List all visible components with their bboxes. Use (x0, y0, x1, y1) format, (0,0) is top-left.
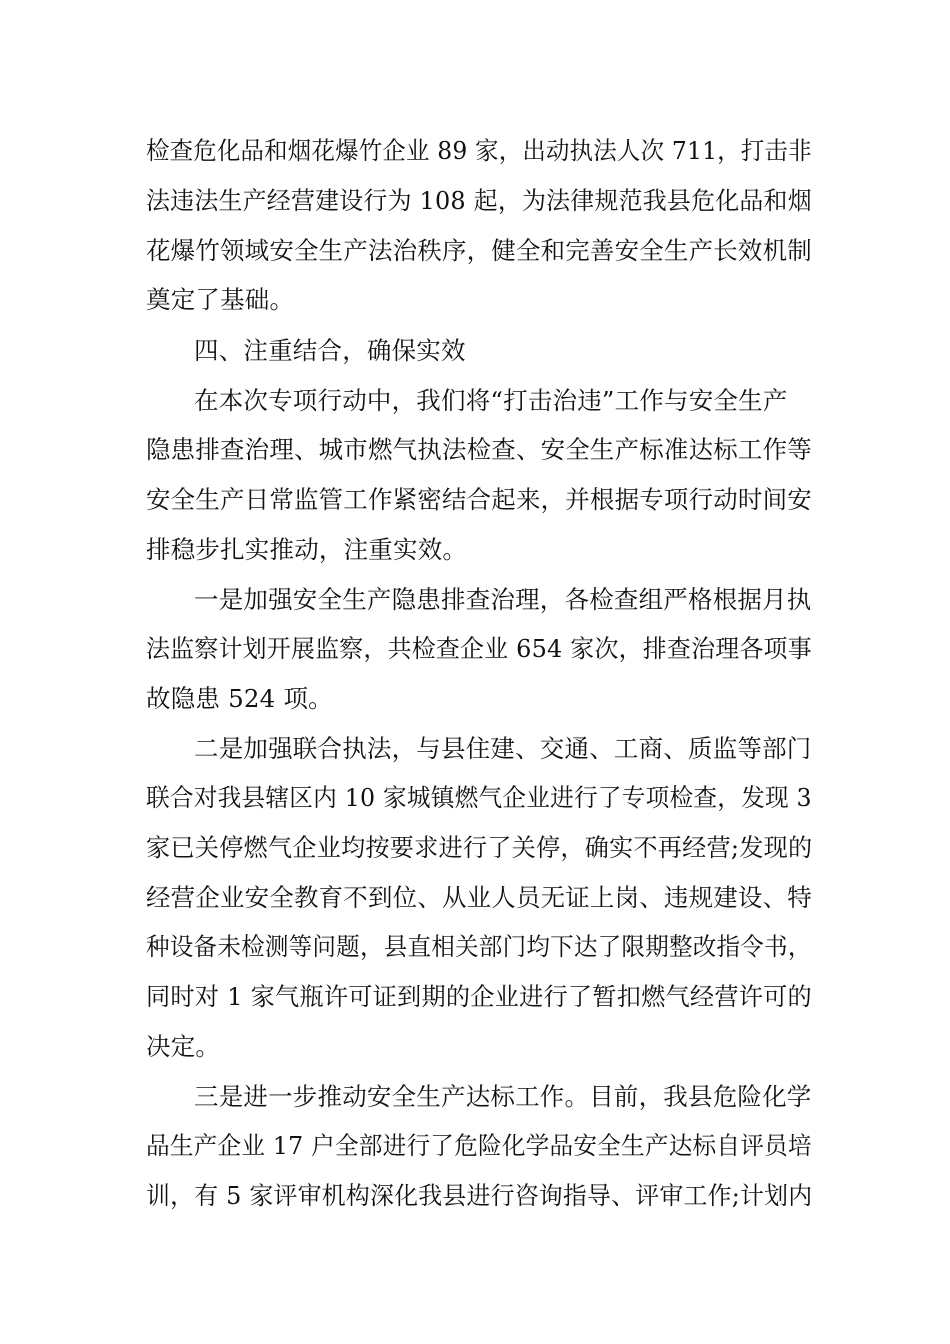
text-line: 法监察计划开展监察，共检查企业 654 家次，排查治理各项事 (146, 634, 812, 663)
text-line: 训，有 5 家评审机构深化我县进行咨询指导、评审工作;计划内 (146, 1181, 813, 1210)
text-line: 经营企业安全教育不到位、从业人员无证上岗、违规建设、特 (146, 883, 812, 912)
text-line: 决定。 (146, 1032, 221, 1061)
text-line: 排稳步扎实推动，注重实效。 (146, 535, 468, 564)
text-line: 安全生产日常监管工作紧密结合起来，并根据专项行动时间安 (146, 485, 812, 514)
text-line: 三是进一步推动安全生产达标工作。目前，我县危险化学 (194, 1082, 812, 1111)
text-line: 在本次专项行动中，我们将“打击治违”工作与安全生产 (194, 386, 788, 415)
text-line: 联合对我县辖区内 10 家城镇燃气企业进行了专项检查，发现 3 (146, 783, 812, 812)
text-line: 奠定了基础。 (146, 285, 295, 314)
text-line: 同时对 1 家气瓶许可证到期的企业进行了暂扣燃气经营许可的 (146, 982, 812, 1011)
text-line: 故隐患 524 项。 (146, 684, 333, 713)
text-line: 家已关停燃气企业均按要求进行了关停，确实不再经营;发现的 (146, 833, 813, 862)
section-heading: 四、注重结合，确保实效 (194, 336, 466, 365)
text-line: 种设备未检测等问题，县直相关部门均下达了限期整改指令书， (146, 932, 812, 961)
text-line: 品生产企业 17 户全部进行了危险化学品安全生产达标自评员培 (146, 1131, 812, 1160)
text-line: 法违法生产经营建设行为 108 起，为法律规范我县危化品和烟 (146, 186, 812, 215)
text-line: 一是加强安全生产隐患排查治理，各检查组严格根据月执 (194, 585, 812, 614)
text-line: 花爆竹领域安全生产法治秩序，健全和完善安全生产长效机制 (146, 236, 812, 265)
text-line: 检查危化品和烟花爆竹企业 89 家，出动执法人次 711，打击非 (146, 136, 812, 165)
text-line: 二是加强联合执法，与县住建、交通、工商、质监等部门 (194, 734, 812, 763)
text-line: 隐患排查治理、城市燃气执法检查、安全生产标准达标工作等 (146, 435, 812, 464)
